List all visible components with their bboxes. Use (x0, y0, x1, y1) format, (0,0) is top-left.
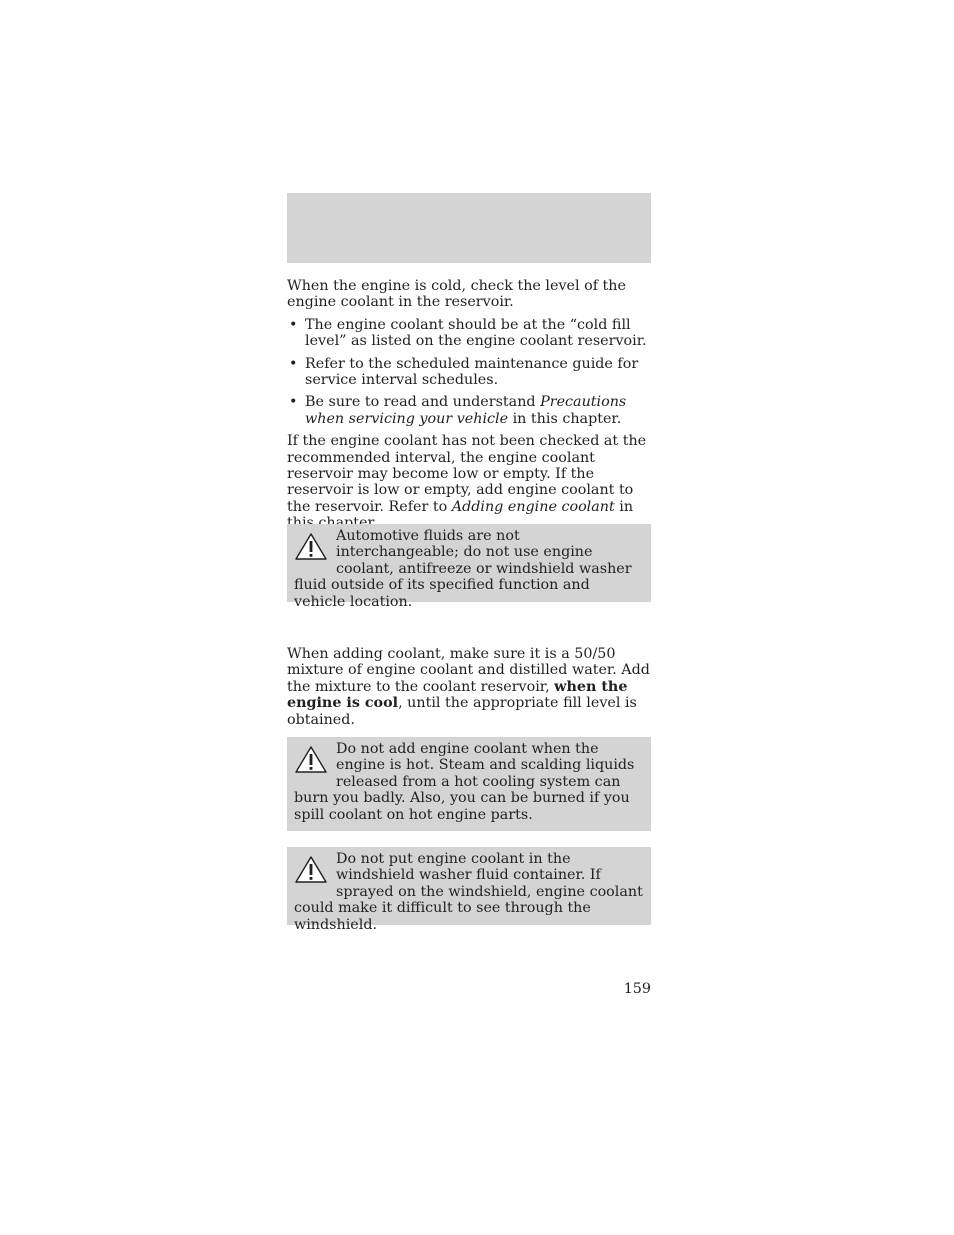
bullet-icon: • (289, 355, 298, 372)
list-item: • The engine coolant should be at the “cold fill level” as listed on the engine coolant reservoir. (289, 316, 647, 350)
emphasis: when the engine is cool (287, 678, 628, 712)
warning-text: Do not add engine coolant when the engine is hot. Steam and scalding liquids released from a hot cooling system can burn you badly. Also, you can be burned if you spill coolant on hot engine parts. (294, 741, 635, 823)
reservoir-paragraph: If the engine coolant has not been checked at the recommended interval, the engine coolant reservoir may become low or empty. If the reservoir is low or empty, add engine coolant to the reservoir. Refer to Adding engine coolant in (287, 433, 647, 515)
cross-reference: Adding engine coolant (451, 498, 615, 515)
cross-reference: Precautions when servicing your vehicle (305, 394, 627, 427)
adding-paragraph: When adding coolant, make sure it is a 50/50 mixture of engine coolant and distilled water. Add the mixture to the coolant reservoir, when the engine is cool, until the appropriate fill level is obtained. (287, 646, 650, 728)
page-number: 159 (623, 981, 651, 997)
intro-paragraph: When the engine is cold, check the level of the engine coolant in the reservoir. (287, 278, 626, 311)
bullet-icon: • (289, 316, 298, 333)
warning-triangle-icon (294, 855, 328, 885)
list-item: • Be sure to read and understand Precautions when servicing your vehicle in this chapter. (289, 394, 627, 427)
warning-text: Do not put engine coolant in the windshield washer fluid container. If sprayed on the windshield, engine coolant could make it difficult to see through the windshield. (294, 851, 643, 933)
warning-box (287, 847, 651, 933)
section-header-band (287, 193, 651, 263)
intro-block (287, 278, 651, 532)
warning-triangle-icon (294, 745, 328, 775)
adding-coolant-block (287, 646, 651, 728)
bullet-icon: • (289, 394, 298, 411)
list-item: • Refer to the scheduled maintenance guide for service interval schedules. (289, 355, 639, 389)
warning-box (287, 737, 651, 831)
bullet-list (287, 317, 651, 427)
warning-box (287, 524, 651, 610)
warning-text: Automotive fluids are not interchangeable; do not use engine coolant, antifreeze or windshield washer fluid outside of its specified function and vehicle location. (294, 528, 632, 610)
warning-triangle-icon (294, 532, 328, 562)
